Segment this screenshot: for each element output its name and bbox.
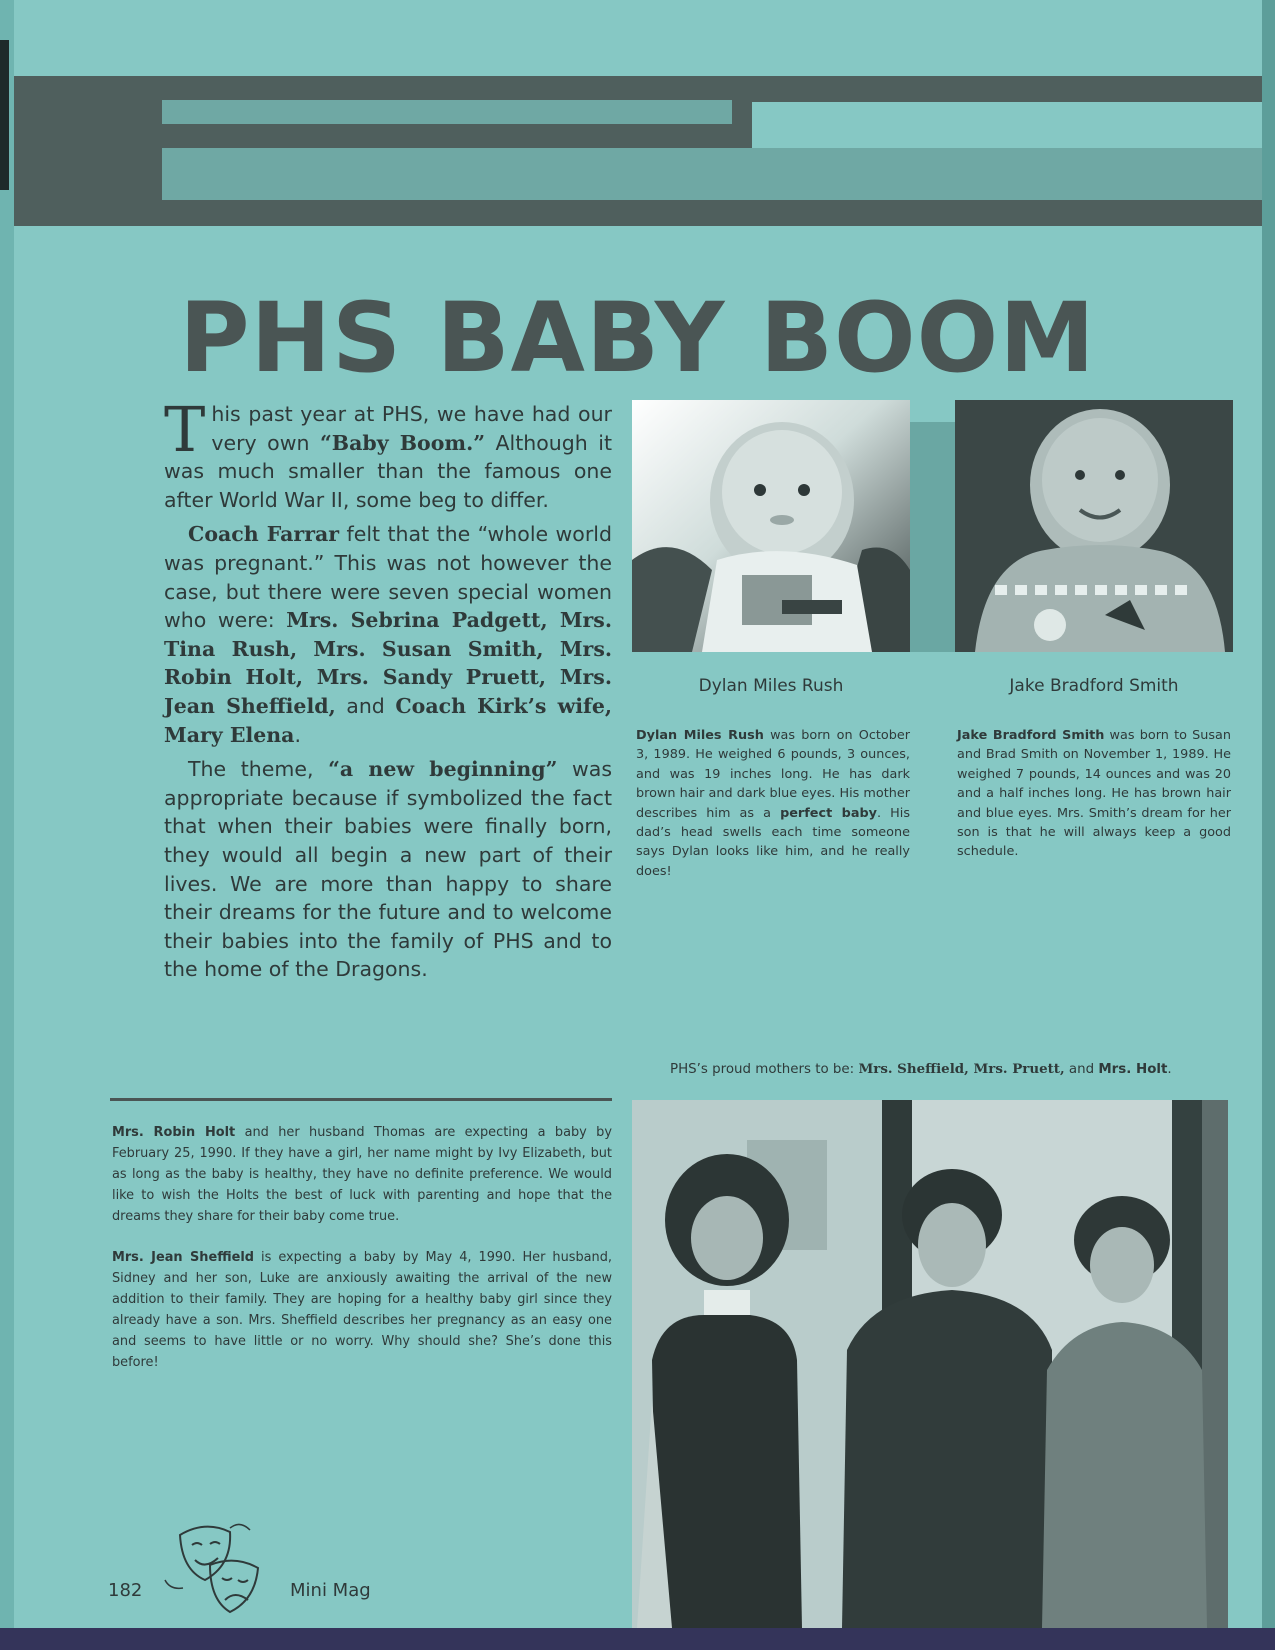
bio-dylan: Dylan Miles Rush was born on October 3, 1989. He weighed 6 pounds, 3 ounces, and was 19 inches long. He has dark brown hair and dark blue eyes. His mother describes him as a perfect baby. His dad’s head swells each time someone says Dylan looks like him, and he really does! [636, 728, 911, 879]
baby-photo-dylan [632, 400, 910, 652]
baby-caption-jake: Jake Bradford Smith [1009, 676, 1179, 696]
binding-stripe [0, 40, 9, 190]
section-rule [110, 1098, 612, 1101]
page-number: 182 [108, 1580, 143, 1601]
header-band-notch [732, 100, 752, 148]
mothers-group-photo [632, 1100, 1228, 1628]
page-right-edge [1262, 0, 1275, 1650]
bio-jake: Jake Bradford Smith was born to Susan and Brad Smith on November 1, 1989. He weighed 7 pounds, 14 ounces and was 20 and a half inches long. He has brown hair and blue eyes. Mrs. Smith’s dream for her son is that he will always keep a good schedule. [957, 728, 1231, 860]
main-article [164, 393, 613, 990]
holt-paragraph: Mrs. Robin Holt and her husband Thomas are expecting a baby by February 25, 1990. If they have a girl, her name might by Ivy Elizabeth, but as long as the baby is healthy, they have no definite preference. We would like to wish the Holts the best of luck with parenting and hope that the dreams they share for their baby come true. [112, 1125, 612, 1224]
mothers-photo-caption: PHS’s proud mothers to be: Mrs. Sheffield, Mrs. Pruett, and Mrs. Holt. [670, 1061, 1172, 1077]
page-bottom-strip [0, 1628, 1275, 1650]
article-paragraph-1: This past year at PHS, we have had our very own “Baby Boom.” Although it was much smaller than the famous one after World War II, some beg to differ. [164, 393, 613, 512]
page-left-edge [0, 0, 14, 1650]
article-paragraph-2: Coach Farrar felt that the “whole world was pregnant.” This was not however the case, but there were seven special women who were: Mrs. Sebrina Padgett, Mrs. Tina Rush, Mrs. Susan Smith, Mrs. Robin Holt, Mrs. Sandy Pruett, Mrs. Jean Sheffield, and Coach Kirk’s wife, Mary Elena. [164, 522, 612, 747]
baby-caption-dylan: Dylan Miles Rush [698, 676, 844, 696]
photo-divider-block [910, 422, 955, 652]
header-band-top [14, 76, 1262, 102]
header-bar-short [162, 100, 732, 124]
header-band-bottom [14, 200, 1262, 226]
header-bar-long [162, 148, 1262, 200]
page-title: PHS BABY BOOM [179, 282, 1096, 394]
sheffield-paragraph: Mrs. Jean Sheffield is expecting a baby by May 4, 1990. Her husband, Sidney and her son, Luke are anxiously awaiting the arrival of the new addition to their family. They are hoping for a healthy baby girl since they already have a son. Mrs. Sheffield describes her pregnancy as an easy one and seems to have little or no worry. Why should she? She’s done this before! [112, 1250, 612, 1370]
baby-photo-jake [955, 400, 1233, 652]
article-paragraph-3: The theme, “a new beginning” was appropriate because if symbolized the fact that when their babies were finally born, they would all begin a new part of their lives. We are more than happy to share their dreams for the future and to welcome their babies into the family of PHS and to the home of the Dragons. [164, 757, 612, 982]
theater-masks-icon [160, 1520, 270, 1620]
drop-cap: T [164, 393, 206, 466]
section-name: Mini Mag [290, 1580, 371, 1601]
header-band-middle [162, 124, 752, 148]
